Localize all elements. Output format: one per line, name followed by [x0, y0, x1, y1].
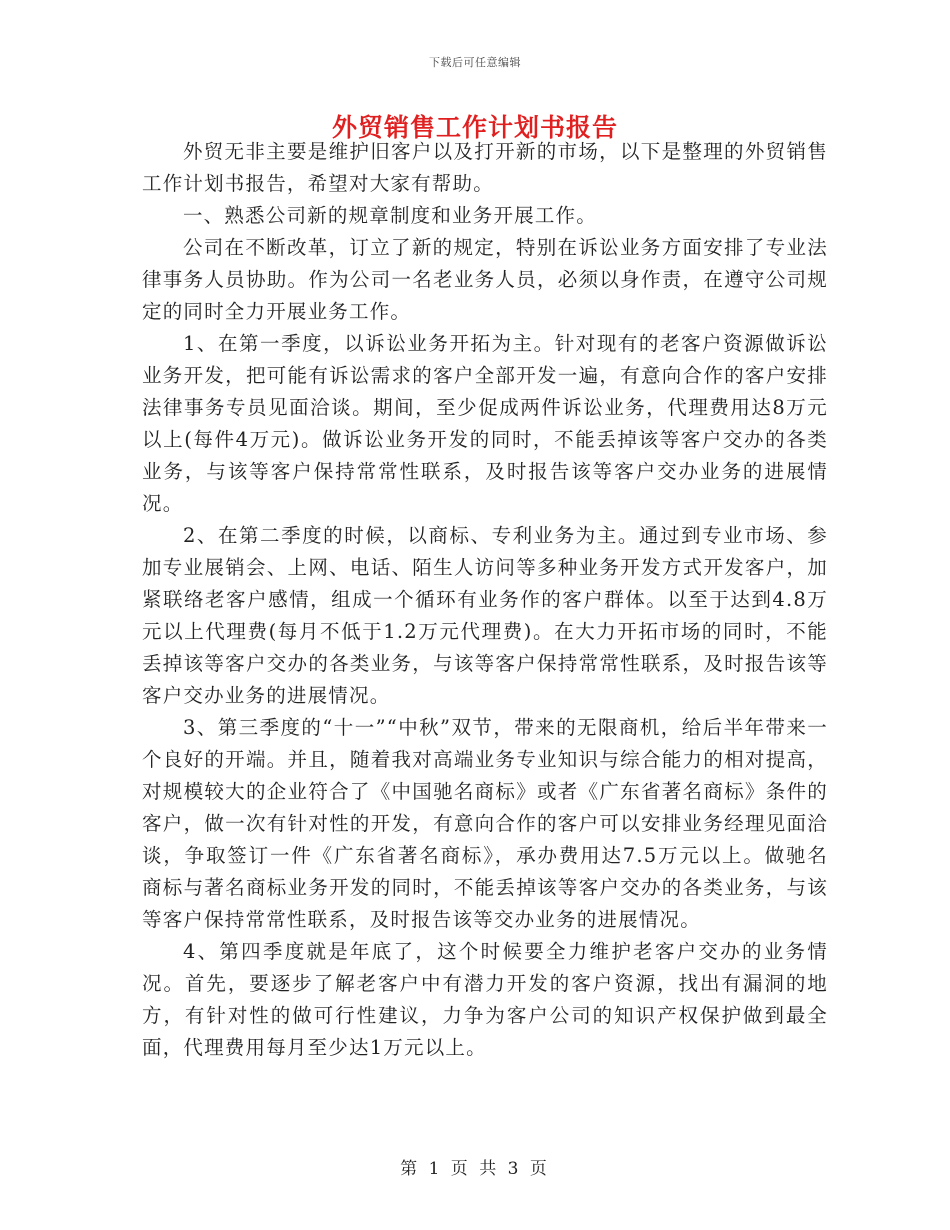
document-body	[142, 136, 828, 1064]
paragraph-section-heading: 一、熟悉公司新的规章制度和业务开展工作。	[182, 204, 597, 227]
header-note: 下载后可任意编辑	[429, 56, 521, 69]
paragraph-q4: 4、第四季度就是年底了，这个时候要全力维护老客户交办的业务情况。首先，要逐步了解老客户中有潜力开发的客户资源，找出有漏洞的地方，有针对性的做可行性建议，力争为客户公司的知识产权保护做到最全面，代理费用每月至少达1万元以上。	[142, 940, 828, 1059]
paragraph-q3: 3、第三季度的“十一”“中秋”双节，带来的无限商机，给后半年带来一个良好的开端。并且，随着我对高端业务专业知识与综合能力的相对提高，对规模较大的企业符合了《中国驰名商标》或者《广东省著名商标》条件的客户，做一次有针对性的开发，有意向合作的客户可以安排业务经理见面洽谈，争取签订一件《广东省著名商标》，承办费用达7.5万元以上。做驰名商标与著名商标业务开发的同时，不能丢掉该等客户交办的各类业务，与该等客户保持常常性联系，及时报告该等交办业务的进展情况。	[142, 716, 828, 931]
paragraph-company-reform: 公司在不断改革，订立了新的规定，特别在诉讼业务方面安排了专业法律事务人员协助。作为公司一名老业务人员，必须以身作责，在遵守公司规定的同时全力开展业务工作。	[142, 236, 828, 323]
paragraph-q2: 2、在第二季度的时候，以商标、专利业务为主。通过到专业市场、参加专业展销会、上网、电话、陌生人访问等多种业务开发方式开发客户，加紧联络老客户感情，组成一个循环有业务作的客户群体。以至于达到4.8万元以上代理费(每月不低于1.2万元代理费)。在大力开拓市场的同时，不能丢掉该等客户交办的各类业务，与该等客户保持常常性联系，及时报告该等客户交办业务的进展情况。	[142, 524, 828, 707]
paragraph-q1: 1、在第一季度，以诉讼业务开拓为主。针对现有的老客户资源做诉讼业务开发，把可能有诉讼需求的客户全部开发一遍，有意向合作的客户安排法律事务专员见面洽谈。期间，至少促成两件诉讼业务，代理费用达8万元以上(每件4万元)。做诉讼业务开发的同时，不能丢掉该等客户交办的各类业务，与该等客户保持常常性联系，及时报告该等客户交办业务的进展情况。	[142, 332, 828, 515]
document-title: 外贸销售工作计划书报告	[331, 113, 618, 142]
page-indicator: 第 1 页 共 3 页	[400, 1159, 550, 1179]
paragraph-intro: 外贸无非主要是维护旧客户以及打开新的市场，以下是整理的外贸销售工作计划书报告，希望对大家有帮助。	[142, 140, 828, 195]
